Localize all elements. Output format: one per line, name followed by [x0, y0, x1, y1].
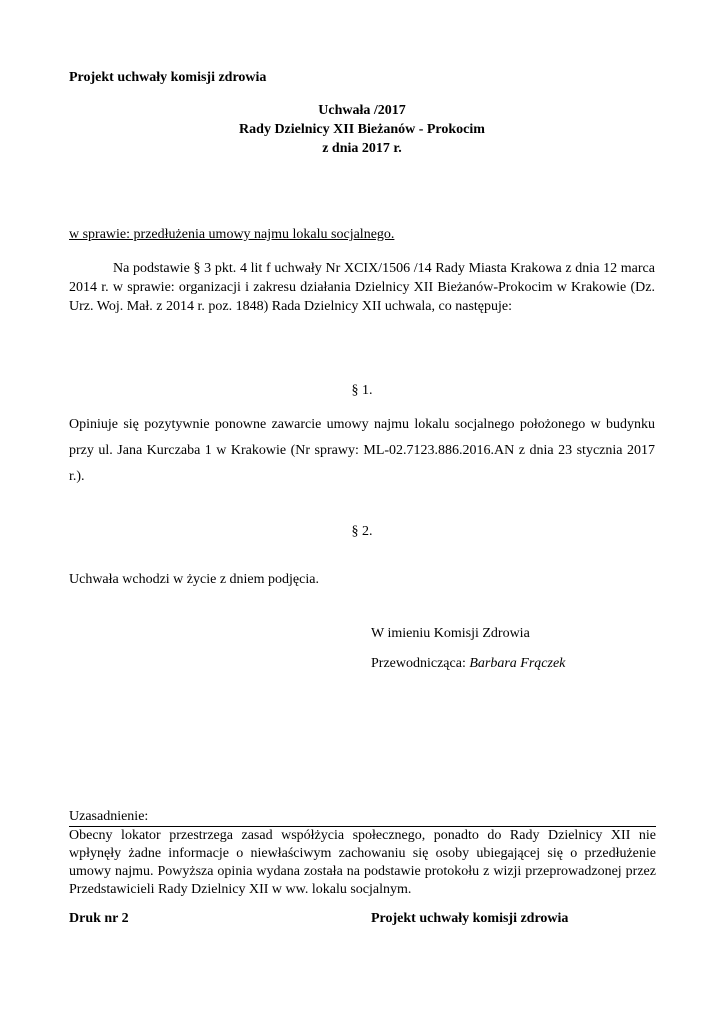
section-2-text: Uchwała wchodzi w życie z dniem podjęcia. — [69, 572, 319, 587]
resolution-number: Uchwała /2017 — [318, 103, 406, 118]
signature-chair — [371, 656, 565, 672]
council-name: Rady Dzielnicy XII Bieżanów - Prokocim — [239, 122, 485, 137]
signature-on-behalf: W imieniu Komisji Zdrowia — [371, 626, 530, 641]
chair-label: Przewodnicząca: — [371, 656, 466, 671]
resolution-title-block — [0, 101, 724, 158]
section-1-text: Opiniuje się pozytywnie ponowne zawarcie umowy najmu lokalu socjalnego położonego w budynku przy ul. Jana Kurczaba 1 w Krakowie (Nr sprawy: ML-02.7123.886.2016.AN z dnia 23 stycznia 2017 r.). — [69, 417, 655, 484]
subject-line: w sprawie: przedłużenia umowy najmu lokalu socjalnego. — [69, 227, 395, 242]
footer-druk-number: Druk nr 2 — [69, 911, 129, 926]
footer-project-label: Projekt uchwały komisji zdrowia — [371, 911, 569, 926]
justification-text: Obecny lokator przestrzega zasad współżycia społecznego, ponadto do Rady Dzielnicy XII nie wpłynęły żadne informacje o niewłaściwym zachowaniu się osoby ubiegającej się o przedłużenie umowy najmu. Powyższa opinia wydana została na podstawie protokołu z wizji przeprowadzonej przez Przedstawicieli Rady Dzielnicy XII w ww. lokalu socjalnym. — [69, 828, 656, 897]
section-2-mark: § 2. — [351, 524, 373, 539]
project-header: Projekt uchwały komisji zdrowia — [69, 70, 267, 85]
legal-basis-paragraph: Na podstawie § 3 pkt. 4 lit f uchwały Nr XCIX/1506 /14 Rady Miasta Krakowa z dnia 12 marca 2014 r. w sprawie: organizacji i zakresu działania Dzielnicy XII Bieżanów-Prokocim w Krakowie (Dz. Urz. Woj. Mał. z 2014 r. poz. 1848) Rada Dzielnicy XII uchwala, co następuje: — [69, 261, 655, 314]
chair-name: Barbara Frączek — [469, 656, 566, 671]
justification-label: Uzasadnienie: — [69, 809, 149, 824]
section-1-mark: § 1. — [351, 383, 373, 398]
resolution-date: z dnia 2017 r. — [322, 141, 402, 156]
